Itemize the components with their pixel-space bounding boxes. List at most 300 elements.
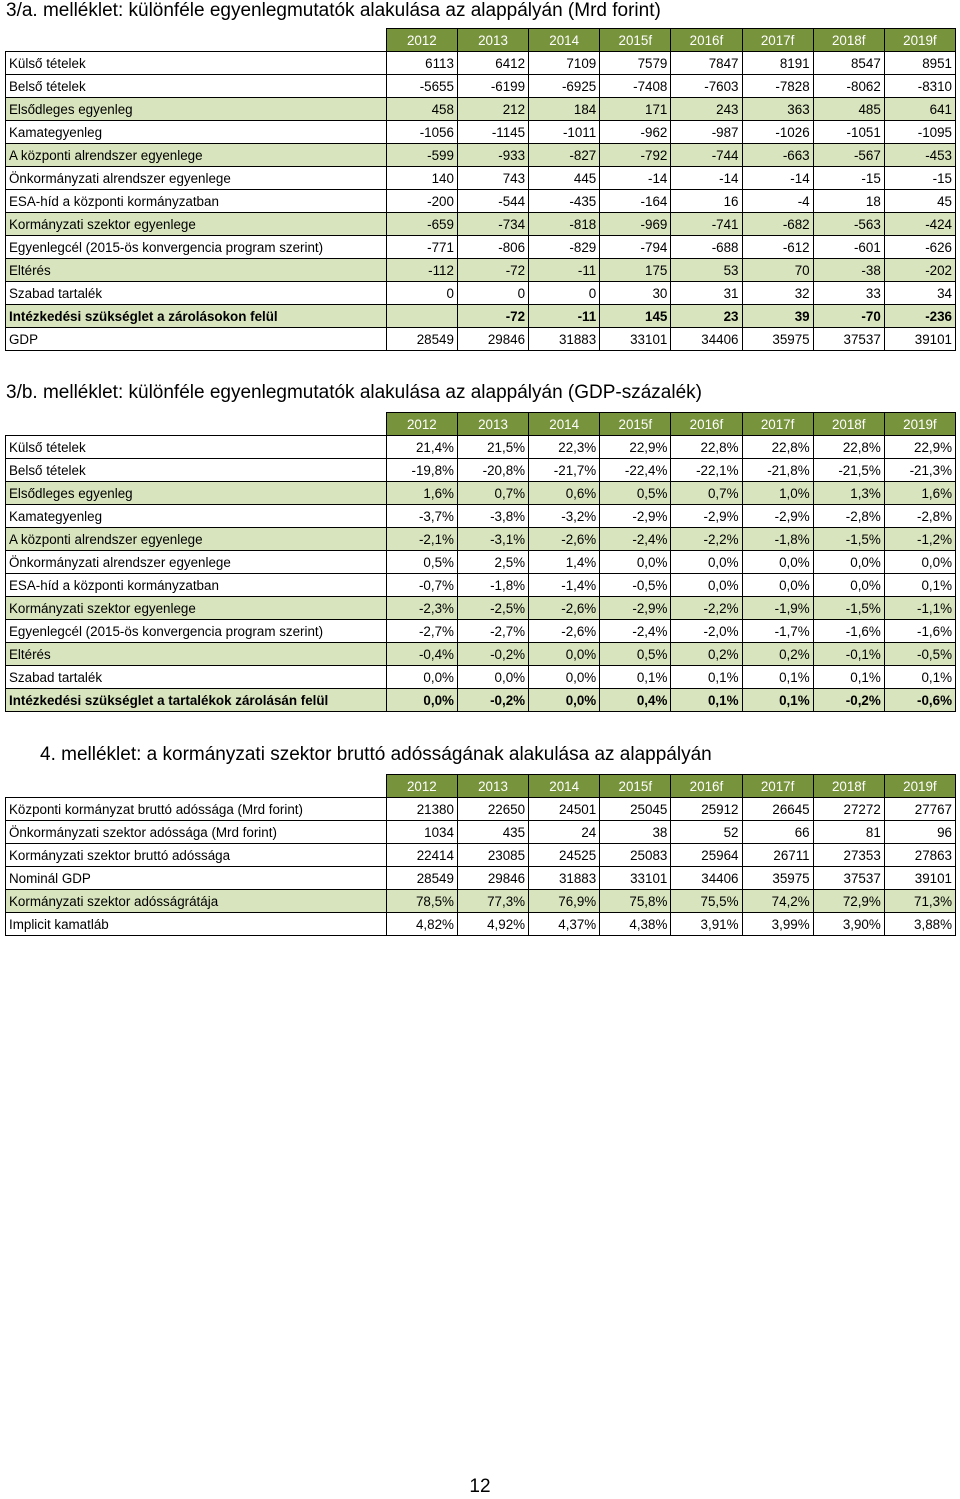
value-cell: -0,2%	[813, 689, 884, 712]
value-cell: -544	[457, 190, 528, 213]
value-cell: 18	[813, 190, 884, 213]
value-cell: 1,0%	[742, 482, 813, 505]
row-label: Eltérés	[6, 259, 387, 282]
row-label: Kormányzati szektor egyenlege	[6, 213, 387, 236]
row-label: Intézkedési szükséglet a zárolásokon felül	[6, 305, 387, 328]
value-cell: 70	[742, 259, 813, 282]
value-cell: -1,5%	[813, 597, 884, 620]
value-cell: -0,6%	[884, 689, 955, 712]
value-cell: 1,4%	[529, 551, 600, 574]
value-cell: 3,99%	[742, 913, 813, 936]
value-cell: 25964	[671, 844, 742, 867]
value-cell: -72	[457, 305, 528, 328]
table-row	[6, 913, 956, 936]
value-cell: -1011	[529, 121, 600, 144]
value-cell: 27272	[813, 798, 884, 821]
value-cell: 39101	[884, 867, 955, 890]
value-cell: 1,6%	[884, 482, 955, 505]
value-cell: -601	[813, 236, 884, 259]
header-row	[6, 413, 956, 436]
value-cell: 27767	[884, 798, 955, 821]
header-blank-cell	[6, 775, 387, 798]
table-row	[6, 482, 956, 505]
value-cell: 1,6%	[386, 482, 457, 505]
value-cell: -2,5%	[457, 597, 528, 620]
value-cell: 140	[386, 167, 457, 190]
value-cell: 0,1%	[600, 666, 671, 689]
year-header: 2014	[529, 29, 600, 52]
year-header: 2012	[386, 413, 457, 436]
value-cell: -8310	[884, 75, 955, 98]
value-cell: -2,4%	[600, 528, 671, 551]
value-cell: -806	[457, 236, 528, 259]
value-cell: -7408	[600, 75, 671, 98]
value-cell: 0,0%	[813, 574, 884, 597]
value-cell: -22,1%	[671, 459, 742, 482]
value-cell: 0,0%	[386, 666, 457, 689]
value-cell: 458	[386, 98, 457, 121]
value-cell: 24501	[529, 798, 600, 821]
value-cell: 743	[457, 167, 528, 190]
value-cell: -0,7%	[386, 574, 457, 597]
value-cell: 0,4%	[600, 689, 671, 712]
value-cell: -682	[742, 213, 813, 236]
table-row	[6, 144, 956, 167]
value-cell: 31883	[529, 867, 600, 890]
value-cell: 76,9%	[529, 890, 600, 913]
value-cell: 0,0%	[529, 643, 600, 666]
value-cell: -453	[884, 144, 955, 167]
row-label: Kormányzati szektor bruttó adóssága	[6, 844, 387, 867]
table-row	[6, 75, 956, 98]
value-cell: -2,0%	[671, 620, 742, 643]
value-cell: 0,7%	[457, 482, 528, 505]
value-cell: 0,1%	[742, 666, 813, 689]
value-cell: 0,0%	[600, 551, 671, 574]
value-cell: -1095	[884, 121, 955, 144]
value-cell: 24	[529, 821, 600, 844]
value-cell: 23085	[457, 844, 528, 867]
value-cell: -20,8%	[457, 459, 528, 482]
value-cell: 34406	[671, 867, 742, 890]
value-cell: -6199	[457, 75, 528, 98]
year-header: 2012	[386, 29, 457, 52]
table-row	[6, 282, 956, 305]
value-cell: 53	[671, 259, 742, 282]
value-cell: 641	[884, 98, 955, 121]
value-cell: -21,3%	[884, 459, 955, 482]
year-header: 2018f	[813, 29, 884, 52]
value-cell: -2,9%	[600, 597, 671, 620]
table-row	[6, 844, 956, 867]
value-cell: -112	[386, 259, 457, 282]
value-cell: -612	[742, 236, 813, 259]
value-cell: -1,9%	[742, 597, 813, 620]
value-cell: -659	[386, 213, 457, 236]
value-cell: -202	[884, 259, 955, 282]
row-label: Kamategyenleg	[6, 505, 387, 528]
value-cell: -435	[529, 190, 600, 213]
value-cell: 485	[813, 98, 884, 121]
value-cell: -424	[884, 213, 955, 236]
value-cell: 26645	[742, 798, 813, 821]
value-cell: -741	[671, 213, 742, 236]
value-cell: -72	[457, 259, 528, 282]
page-number: 12	[469, 1476, 491, 1497]
value-cell: -0,4%	[386, 643, 457, 666]
table-row	[6, 98, 956, 121]
year-header: 2016f	[671, 29, 742, 52]
value-cell: -3,1%	[457, 528, 528, 551]
table-row	[6, 867, 956, 890]
value-cell: 77,3%	[457, 890, 528, 913]
value-cell: 0,2%	[742, 643, 813, 666]
value-cell: 31	[671, 282, 742, 305]
value-cell: 24525	[529, 844, 600, 867]
value-cell: 6113	[386, 52, 457, 75]
value-cell: -962	[600, 121, 671, 144]
value-cell: 29846	[457, 328, 528, 351]
year-header: 2019f	[884, 29, 955, 52]
value-cell: 175	[600, 259, 671, 282]
value-cell: 27863	[884, 844, 955, 867]
row-label: Elsődleges egyenleg	[6, 98, 387, 121]
row-label: Külső tételek	[6, 52, 387, 75]
value-cell: 0,1%	[813, 666, 884, 689]
value-cell: -15	[884, 167, 955, 190]
value-cell: -19,8%	[386, 459, 457, 482]
value-cell: 0,0%	[386, 689, 457, 712]
value-cell: 66	[742, 821, 813, 844]
year-header: 2019f	[884, 413, 955, 436]
value-cell: 39101	[884, 328, 955, 351]
value-cell: -1,8%	[742, 528, 813, 551]
value-cell: 45	[884, 190, 955, 213]
value-cell: 212	[457, 98, 528, 121]
value-cell: 72,9%	[813, 890, 884, 913]
value-cell: -2,6%	[529, 528, 600, 551]
value-cell: -1,4%	[529, 574, 600, 597]
value-cell: -2,2%	[671, 528, 742, 551]
year-header: 2016f	[671, 413, 742, 436]
value-cell: 445	[529, 167, 600, 190]
year-header: 2014	[529, 413, 600, 436]
value-cell: 27353	[813, 844, 884, 867]
table-row	[6, 574, 956, 597]
value-cell: 435	[457, 821, 528, 844]
header-blank-cell	[6, 413, 387, 436]
table-row	[6, 328, 956, 351]
value-cell: -829	[529, 236, 600, 259]
table-row	[6, 620, 956, 643]
value-cell: 7579	[600, 52, 671, 75]
value-cell: 21,4%	[386, 436, 457, 459]
value-cell: -1,1%	[884, 597, 955, 620]
value-cell: -1,5%	[813, 528, 884, 551]
row-label: A központi alrendszer egyenlege	[6, 144, 387, 167]
value-cell: -744	[671, 144, 742, 167]
value-cell: -2,7%	[457, 620, 528, 643]
value-cell: -792	[600, 144, 671, 167]
value-cell: 0	[386, 282, 457, 305]
value-cell: 0,5%	[600, 643, 671, 666]
balance-table-huf	[5, 28, 956, 351]
value-cell: 0,0%	[884, 551, 955, 574]
value-cell: -969	[600, 213, 671, 236]
value-cell: 0,0%	[529, 689, 600, 712]
value-cell: 0,0%	[529, 666, 600, 689]
value-cell: 22414	[386, 844, 457, 867]
value-cell: 0	[457, 282, 528, 305]
value-cell: -164	[600, 190, 671, 213]
value-cell: -22,4%	[600, 459, 671, 482]
value-cell: 0,1%	[742, 689, 813, 712]
value-cell: 6412	[457, 52, 528, 75]
balance-table-gdp-percent	[5, 412, 956, 712]
value-cell: 22,8%	[813, 436, 884, 459]
value-cell: 33101	[600, 867, 671, 890]
value-cell: 29846	[457, 867, 528, 890]
table-c-title: 4. melléklet: a kormányzati szektor bruttó adósságának alakulása az alappályán	[40, 744, 712, 765]
value-cell: 23	[671, 305, 742, 328]
value-cell: -15	[813, 167, 884, 190]
value-cell: 8191	[742, 52, 813, 75]
year-header: 2019f	[884, 775, 955, 798]
value-cell: 0	[529, 282, 600, 305]
value-cell: 39	[742, 305, 813, 328]
value-cell: -1026	[742, 121, 813, 144]
value-cell: 22,9%	[884, 436, 955, 459]
year-header: 2012	[386, 775, 457, 798]
value-cell: 8951	[884, 52, 955, 75]
year-header: 2013	[457, 775, 528, 798]
value-cell: -21,7%	[529, 459, 600, 482]
value-cell: -567	[813, 144, 884, 167]
row-label: Önkormányzati alrendszer egyenlege	[6, 167, 387, 190]
value-cell: 0,0%	[742, 551, 813, 574]
value-cell: -1056	[386, 121, 457, 144]
value-cell: 0,0%	[457, 666, 528, 689]
value-cell: -626	[884, 236, 955, 259]
value-cell: -1,2%	[884, 528, 955, 551]
value-cell: -21,5%	[813, 459, 884, 482]
value-cell: 0,1%	[884, 574, 955, 597]
value-cell: 0,1%	[884, 666, 955, 689]
row-label: Implicit kamatláb	[6, 913, 387, 936]
value-cell: -2,9%	[742, 505, 813, 528]
value-cell: 25045	[600, 798, 671, 821]
value-cell: -2,4%	[600, 620, 671, 643]
value-cell: -4	[742, 190, 813, 213]
value-cell: -236	[884, 305, 955, 328]
value-cell: 1,3%	[813, 482, 884, 505]
value-cell: 8547	[813, 52, 884, 75]
value-cell: -6925	[529, 75, 600, 98]
year-header: 2013	[457, 413, 528, 436]
value-cell: -7603	[671, 75, 742, 98]
value-cell: 0,1%	[671, 689, 742, 712]
row-label: Egyenlegcél (2015-ös konvergencia program szerint)	[6, 620, 387, 643]
value-cell: 37537	[813, 328, 884, 351]
table-row	[6, 551, 956, 574]
value-cell: -11	[529, 259, 600, 282]
row-label: Önkormányzati szektor adóssága (Mrd forint)	[6, 821, 387, 844]
value-cell: 3,90%	[813, 913, 884, 936]
value-cell: -38	[813, 259, 884, 282]
value-cell: 4,82%	[386, 913, 457, 936]
value-cell: -563	[813, 213, 884, 236]
value-cell: 184	[529, 98, 600, 121]
value-cell: 0,2%	[671, 643, 742, 666]
table-row	[6, 459, 956, 482]
value-cell: -200	[386, 190, 457, 213]
value-cell: -3,2%	[529, 505, 600, 528]
table-row	[6, 528, 956, 551]
value-cell: -2,8%	[884, 505, 955, 528]
value-cell: -14	[742, 167, 813, 190]
year-header: 2014	[529, 775, 600, 798]
table-row	[6, 121, 956, 144]
value-cell: 22,8%	[671, 436, 742, 459]
value-cell: -2,6%	[529, 597, 600, 620]
value-cell: -1,8%	[457, 574, 528, 597]
value-cell: -11	[529, 305, 600, 328]
debt-table	[5, 774, 956, 936]
header-row	[6, 29, 956, 52]
value-cell: 0,0%	[671, 551, 742, 574]
value-cell: 7847	[671, 52, 742, 75]
table-row	[6, 167, 956, 190]
value-cell: 75,5%	[671, 890, 742, 913]
value-cell: 171	[600, 98, 671, 121]
row-label: Önkormányzati alrendszer egyenlege	[6, 551, 387, 574]
row-label: Intézkedési szükséglet a tartalékok zárolásán felül	[6, 689, 387, 712]
header-blank-cell	[6, 29, 387, 52]
row-label: Szabad tartalék	[6, 282, 387, 305]
year-header: 2017f	[742, 413, 813, 436]
value-cell: -599	[386, 144, 457, 167]
value-cell: -21,8%	[742, 459, 813, 482]
value-cell: 21380	[386, 798, 457, 821]
value-cell: 35975	[742, 867, 813, 890]
row-label: Kormányzati szektor egyenlege	[6, 597, 387, 620]
table-row	[6, 821, 956, 844]
value-cell: 75,8%	[600, 890, 671, 913]
row-label: Kormányzati szektor adósságrátája	[6, 890, 387, 913]
table-row	[6, 798, 956, 821]
value-cell: -2,9%	[600, 505, 671, 528]
value-cell: 22,8%	[742, 436, 813, 459]
value-cell: -2,2%	[671, 597, 742, 620]
table-row	[6, 666, 956, 689]
row-label: ESA-híd a központi kormányzatban	[6, 574, 387, 597]
value-cell: 81	[813, 821, 884, 844]
row-label: Belső tételek	[6, 75, 387, 98]
value-cell: 0,6%	[529, 482, 600, 505]
year-header: 2015f	[600, 775, 671, 798]
value-cell: 30	[600, 282, 671, 305]
value-cell: 96	[884, 821, 955, 844]
value-cell: 4,92%	[457, 913, 528, 936]
value-cell: -663	[742, 144, 813, 167]
value-cell: 243	[671, 98, 742, 121]
value-cell: 34406	[671, 328, 742, 351]
value-cell: -987	[671, 121, 742, 144]
value-cell: -2,3%	[386, 597, 457, 620]
row-label: ESA-híd a központi kormányzatban	[6, 190, 387, 213]
year-header: 2017f	[742, 775, 813, 798]
value-cell: -1,7%	[742, 620, 813, 643]
table-row	[6, 436, 956, 459]
value-cell: -2,1%	[386, 528, 457, 551]
row-label: Központi kormányzat bruttó adóssága (Mrd forint)	[6, 798, 387, 821]
value-cell: -0,5%	[600, 574, 671, 597]
value-cell: -14	[671, 167, 742, 190]
table-row	[6, 305, 956, 328]
value-cell: -1,6%	[813, 620, 884, 643]
value-cell: -0,2%	[457, 643, 528, 666]
value-cell: 3,91%	[671, 913, 742, 936]
row-label: Szabad tartalék	[6, 666, 387, 689]
year-header: 2018f	[813, 413, 884, 436]
value-cell: 34	[884, 282, 955, 305]
table-row	[6, 52, 956, 75]
value-cell: -7828	[742, 75, 813, 98]
value-cell: 74,2%	[742, 890, 813, 913]
year-header: 2015f	[600, 29, 671, 52]
row-label: Elsődleges egyenleg	[6, 482, 387, 505]
value-cell: -2,6%	[529, 620, 600, 643]
value-cell: -0,5%	[884, 643, 955, 666]
value-cell: 0,0%	[671, 574, 742, 597]
value-cell: 0,7%	[671, 482, 742, 505]
table-row	[6, 259, 956, 282]
row-label: Külső tételek	[6, 436, 387, 459]
year-header: 2013	[457, 29, 528, 52]
value-cell: -2,8%	[813, 505, 884, 528]
value-cell: 35975	[742, 328, 813, 351]
value-cell: 25083	[600, 844, 671, 867]
value-cell: 22650	[457, 798, 528, 821]
value-cell: 33101	[600, 328, 671, 351]
value-cell: -827	[529, 144, 600, 167]
value-cell: 7109	[529, 52, 600, 75]
value-cell: 37537	[813, 867, 884, 890]
table-row	[6, 213, 956, 236]
value-cell: -734	[457, 213, 528, 236]
value-cell: 0,0%	[813, 551, 884, 574]
year-header: 2015f	[600, 413, 671, 436]
value-cell: 1034	[386, 821, 457, 844]
value-cell: 145	[600, 305, 671, 328]
row-label: Eltérés	[6, 643, 387, 666]
row-label: GDP	[6, 328, 387, 351]
value-cell: -0,1%	[813, 643, 884, 666]
value-cell: -818	[529, 213, 600, 236]
year-header: 2016f	[671, 775, 742, 798]
row-label: A központi alrendszer egyenlege	[6, 528, 387, 551]
table-row	[6, 689, 956, 712]
table-row	[6, 597, 956, 620]
value-cell: -0,2%	[457, 689, 528, 712]
row-label: Egyenlegcél (2015-ös konvergencia program szerint)	[6, 236, 387, 259]
value-cell: 4,37%	[529, 913, 600, 936]
value-cell: 22,3%	[529, 436, 600, 459]
value-cell: -794	[600, 236, 671, 259]
value-cell: 22,9%	[600, 436, 671, 459]
value-cell: 28549	[386, 867, 457, 890]
row-label: Kamategyenleg	[6, 121, 387, 144]
